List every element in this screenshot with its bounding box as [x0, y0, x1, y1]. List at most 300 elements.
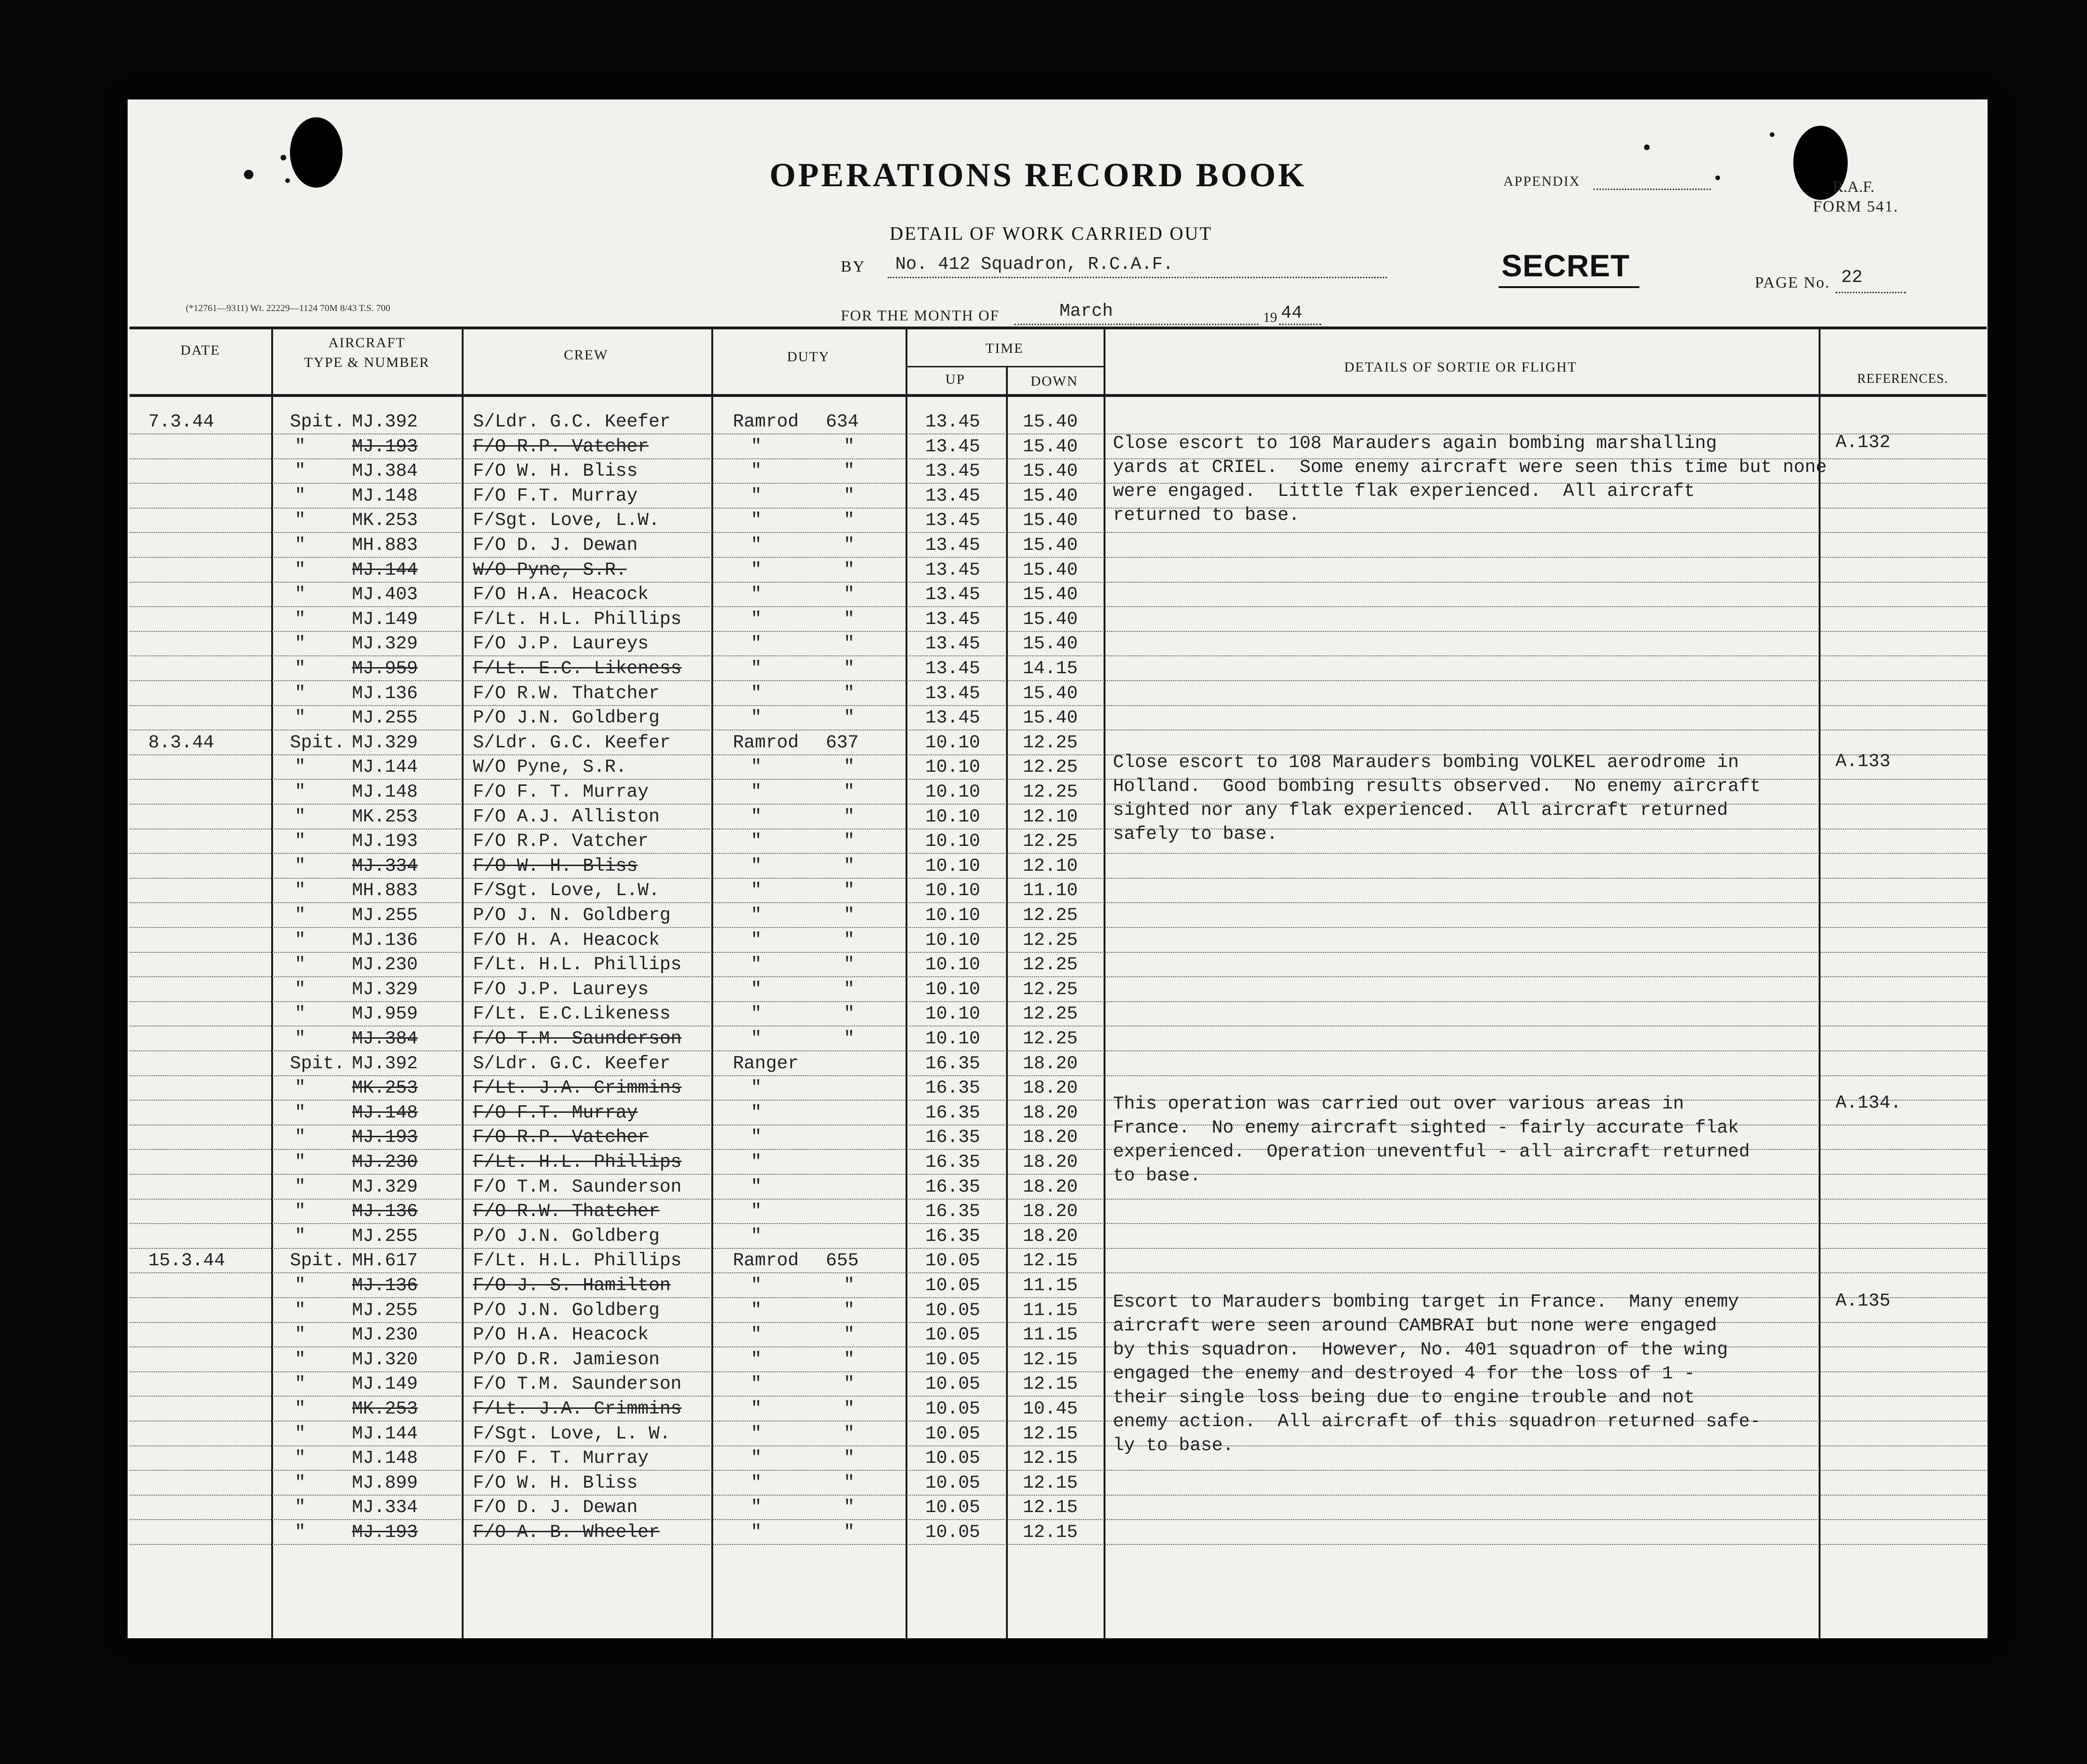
cell-time-down: 10.45 [1023, 1399, 1078, 1419]
cell-duty: " [751, 1324, 762, 1346]
cell-time-down: 15.40 [1023, 485, 1078, 506]
cell-time-down: 12.25 [1023, 929, 1078, 950]
cell-time-down: 12.25 [1023, 1028, 1078, 1049]
cell-date: 8.3.44 [148, 732, 214, 753]
speck [244, 170, 253, 179]
cell-aircraft-number: MJ.899 [352, 1472, 418, 1493]
cell-aircraft-type: " [295, 707, 306, 729]
cell-time-up: 13.45 [925, 535, 981, 555]
cell-aircraft-type: " [295, 929, 306, 950]
cell-aircraft-number: MJ.255 [352, 1225, 418, 1247]
cell-aircraft-type: " [295, 1399, 306, 1419]
reference-code: A.132 [1836, 432, 1891, 453]
cell-time-up: 16.35 [925, 1176, 981, 1197]
cell-time-up: 13.45 [925, 411, 981, 432]
cell-time-up: 10.10 [925, 831, 981, 852]
cell-time-up: 10.10 [925, 929, 981, 950]
header-aircraft: AIRCRAFT [328, 335, 406, 350]
speck [281, 155, 286, 160]
cell-time-up: 10.10 [925, 905, 981, 926]
cell-time-up: 10.05 [925, 1275, 981, 1296]
cell-time-up: 13.45 [925, 584, 981, 605]
cell-aircraft-number: MJ.230 [352, 1324, 418, 1346]
cell-time-down: 12.25 [1023, 954, 1078, 975]
header-references: REFERENCES. [1857, 372, 1948, 386]
cell-duty: " [751, 1127, 762, 1148]
header-crew: CREW [564, 347, 609, 363]
cell-aircraft-number: MJ.230 [352, 954, 418, 975]
cell-time-up: 10.05 [925, 1399, 981, 1419]
cell-time-down: 15.40 [1023, 707, 1078, 729]
record-sheet [128, 99, 1988, 1638]
speck [1644, 144, 1650, 150]
cell-time-down: 15.40 [1023, 683, 1078, 704]
cell-time-down: 15.40 [1023, 608, 1078, 630]
secret-underline [1499, 286, 1639, 288]
cell-time-down: 12.15 [1023, 1522, 1078, 1543]
header-time: TIME [985, 341, 1024, 356]
cell-duty-number: " [844, 806, 855, 827]
cell-duty: " [751, 1176, 762, 1197]
cell-duty-number: " [844, 1349, 855, 1370]
cell-crew: F/O F. T. Murray [473, 782, 649, 802]
cell-time-down: 18.20 [1023, 1127, 1078, 1148]
cell-duty: " [751, 1472, 762, 1493]
cell-duty: " [751, 831, 762, 852]
row-rule [129, 976, 1987, 977]
cell-duty: " [751, 757, 762, 778]
cell-aircraft-type: " [295, 757, 306, 778]
cell-duty-number: " [844, 1448, 855, 1469]
cell-aircraft-number: MJ.148 [352, 782, 418, 802]
cell-duty: " [751, 658, 762, 679]
header-date: DATE [180, 342, 221, 358]
cell-time-down: 18.20 [1023, 1053, 1078, 1074]
time-sub-rule [906, 366, 1104, 367]
cell-time-down: 11.10 [1023, 880, 1078, 901]
cell-crew: P/O H.A. Heacock [473, 1324, 649, 1346]
cell-duty-number: " [844, 757, 855, 778]
cell-duty-number: " [844, 485, 855, 506]
cell-aircraft-type: Spit. [290, 411, 345, 432]
cell-duty: " [751, 782, 762, 802]
cell-aircraft-type: Spit. [290, 1250, 345, 1271]
reference-code: A.135 [1836, 1291, 1891, 1311]
cell-aircraft-type: " [295, 831, 306, 852]
cell-time-up: 16.35 [925, 1201, 981, 1222]
row-rule [129, 952, 1987, 953]
cell-time-up: 10.10 [925, 855, 981, 876]
row-rule [129, 680, 1987, 681]
cell-time-up: 13.45 [925, 707, 981, 729]
cell-aircraft-type: " [295, 1497, 306, 1518]
cell-aircraft-number: MJ.193 [352, 1522, 418, 1543]
reference-code: A.133 [1836, 751, 1891, 772]
row-rule [129, 927, 1987, 928]
header-down: DOWN [1030, 373, 1078, 389]
page-number-line [1836, 292, 1906, 293]
cell-crew: F/Lt. J.A. Crimmins [473, 1399, 682, 1419]
cell-aircraft-number: MJ.136 [352, 1201, 418, 1222]
cell-aircraft-number: MK.253 [352, 806, 418, 827]
cell-aircraft-number: MK.253 [352, 1078, 418, 1099]
cell-duty-number: " [844, 880, 855, 901]
page-number-label: PAGE No. [1755, 274, 1830, 291]
cell-duty: Ranger [733, 1053, 799, 1074]
sortie-details: Escort to Marauders bombing target in France. Many enemy aircraft were seen around CAMBRAI but none were engaged by this squadron. However, No. 401 squadron of the wing engaged the enemy and destroyed 4 for the loss of 1 - their single loss being due to engine trouble and not enemy action. All aircraft of this squadron returned safe- ly to base. [1113, 1292, 1761, 1456]
cell-crew: F/O W. H. Bliss [473, 461, 638, 482]
cell-crew: F/O R.W. Thatcher [473, 683, 660, 704]
cell-time-up: 13.45 [925, 510, 981, 531]
cell-aircraft-number: MH.883 [352, 880, 418, 901]
cell-crew: F/O T.M. Saunderson [473, 1028, 682, 1049]
cell-crew: F/O A.J. Alliston [473, 806, 660, 827]
cell-aircraft-number: MJ.392 [352, 411, 418, 432]
cell-crew: F/O F.T. Murray [473, 485, 638, 506]
year-prefix: 19 [1263, 310, 1277, 325]
cell-duty: " [751, 979, 762, 1000]
squadron-name: No. 412 Squadron, R.C.A.F. [895, 254, 1173, 274]
cell-duty: " [751, 929, 762, 950]
cell-duty-number: " [844, 584, 855, 605]
row-rule [129, 655, 1987, 656]
cell-duty-number: " [844, 1275, 855, 1296]
col-line-2 [462, 327, 464, 1638]
secret-stamp: SECRET [1501, 248, 1630, 283]
cell-aircraft-number: MJ.959 [352, 658, 418, 679]
cell-duty: " [751, 1522, 762, 1543]
cell-duty-number: 634 [826, 411, 859, 432]
cell-date: 15.3.44 [148, 1250, 225, 1271]
cell-aircraft-number: MJ.144 [352, 757, 418, 778]
cell-time-down: 15.40 [1023, 510, 1078, 531]
cell-aircraft-number: MJ.193 [352, 831, 418, 852]
row-rule [129, 878, 1987, 879]
cell-aircraft-type: " [295, 1176, 306, 1197]
row-rule [129, 853, 1987, 854]
cell-time-down: 11.15 [1023, 1275, 1078, 1296]
cell-duty: " [751, 1004, 762, 1025]
cell-aircraft-type: Spit. [290, 1053, 345, 1074]
squadron-line [888, 277, 1387, 278]
cell-aircraft-type: " [295, 782, 306, 802]
form-line-2: FORM 541. [1813, 198, 1899, 215]
cell-crew: F/Lt. H.L. Phillips [473, 1152, 682, 1172]
cell-aircraft-type: " [295, 658, 306, 679]
cell-crew: F/Lt. E.C.Likeness [473, 1004, 671, 1025]
cell-duty-number: " [844, 905, 855, 926]
cell-duty: " [751, 880, 762, 901]
cell-time-down: 15.40 [1023, 633, 1078, 654]
row-rule [129, 1544, 1987, 1545]
cell-crew: F/O R.W. Thatcher [473, 1201, 660, 1222]
cell-aircraft-type: " [295, 1201, 306, 1222]
cell-aircraft-type: " [295, 1004, 306, 1025]
row-rule [129, 532, 1987, 533]
cell-time-up: 10.05 [925, 1349, 981, 1370]
cell-time-up: 10.05 [925, 1497, 981, 1518]
cell-crew: F/Sgt. Love, L.W. [473, 510, 660, 531]
cell-crew: F/Lt. H.L. Phillips [473, 608, 682, 630]
cell-time-down: 18.20 [1023, 1102, 1078, 1123]
row-rule [129, 582, 1987, 583]
row-rule [129, 1272, 1987, 1273]
cell-crew: F/O F.T. Murray [473, 1102, 638, 1123]
cell-time-down: 15.40 [1023, 461, 1078, 482]
row-rule [129, 606, 1987, 607]
cell-time-down: 12.15 [1023, 1374, 1078, 1395]
cell-crew: F/O J.P. Laureys [473, 979, 649, 1000]
cell-time-up: 10.05 [925, 1522, 981, 1543]
cell-aircraft-number: MJ.193 [352, 436, 418, 457]
cell-time-up: 16.35 [925, 1102, 981, 1123]
cell-aircraft-number: MJ.144 [352, 559, 418, 580]
cell-duty: " [751, 905, 762, 926]
cell-aircraft-type: " [295, 1275, 306, 1296]
cell-time-down: 15.40 [1023, 584, 1078, 605]
cell-time-down: 12.15 [1023, 1349, 1078, 1370]
cell-duty: Ramrod [733, 1250, 799, 1271]
cell-duty: " [751, 806, 762, 827]
cell-time-down: 18.20 [1023, 1152, 1078, 1172]
cell-time-down: 12.25 [1023, 905, 1078, 926]
cell-time-up: 10.05 [925, 1250, 981, 1271]
cell-duty: " [751, 1374, 762, 1395]
cell-aircraft-number: MJ.329 [352, 633, 418, 654]
cell-duty: " [751, 559, 762, 580]
cell-aircraft-type: " [295, 880, 306, 901]
cell-duty: " [751, 1201, 762, 1222]
row-rule [129, 1248, 1987, 1249]
cell-time-down: 12.25 [1023, 782, 1078, 802]
cell-aircraft-type: " [295, 436, 306, 457]
cell-duty: " [751, 1349, 762, 1370]
month-label: FOR THE MONTH OF [841, 307, 1000, 324]
cell-duty: " [751, 1152, 762, 1172]
cell-aircraft-number: MJ.193 [352, 1127, 418, 1148]
cell-crew: P/O D.R. Jamieson [473, 1349, 660, 1370]
cell-time-down: 18.20 [1023, 1176, 1078, 1197]
cell-duty-number: " [844, 1522, 855, 1543]
cell-duty-number: " [844, 1324, 855, 1346]
page-number: 22 [1841, 267, 1863, 288]
cell-aircraft-type: " [295, 1152, 306, 1172]
cell-aircraft-number: MJ.334 [352, 855, 418, 876]
cell-crew: F/O F. T. Murray [473, 1448, 649, 1469]
cell-time-up: 10.10 [925, 880, 981, 901]
cell-aircraft-type: " [295, 1423, 306, 1444]
cell-aircraft-type: " [295, 1078, 306, 1099]
cell-duty: " [751, 510, 762, 531]
row-rule [129, 557, 1987, 558]
cell-aircraft-number: MJ.136 [352, 683, 418, 704]
cell-time-down: 12.25 [1023, 732, 1078, 753]
cell-time-up: 16.35 [925, 1152, 981, 1172]
cell-crew: P/O J.N. Goldberg [473, 1225, 660, 1247]
cell-duty: Ramrod [733, 732, 799, 753]
cell-aircraft-type: " [295, 633, 306, 654]
cell-duty-number: " [844, 1374, 855, 1395]
cell-aircraft-type: " [295, 954, 306, 975]
cell-duty-number: " [844, 559, 855, 580]
cell-time-down: 12.15 [1023, 1497, 1078, 1518]
cell-crew: F/O H. A. Heacock [473, 929, 660, 950]
cell-crew: F/O R.P. Vatcher [473, 1127, 649, 1148]
cell-aircraft-number: MJ.392 [352, 1053, 418, 1074]
cell-duty-number: " [844, 510, 855, 531]
cell-aircraft-type: " [295, 535, 306, 555]
cell-time-down: 12.10 [1023, 806, 1078, 827]
cell-time-up: 10.10 [925, 1028, 981, 1049]
cell-duty-number: " [844, 831, 855, 852]
cell-duty-number: " [844, 535, 855, 555]
cell-crew: F/O D. J. Dewan [473, 535, 638, 555]
cell-duty-number: " [844, 954, 855, 975]
cell-aircraft-type: " [295, 1300, 306, 1321]
month-value: March [1059, 301, 1113, 321]
cell-time-up: 10.10 [925, 732, 981, 753]
cell-crew: F/O J.P. Laureys [473, 633, 649, 654]
cell-aircraft-number: MJ.149 [352, 1374, 418, 1395]
row-rule [129, 1223, 1987, 1224]
col-line-6 [1104, 327, 1105, 1638]
cell-time-down: 18.20 [1023, 1225, 1078, 1247]
cell-duty-number: " [844, 1497, 855, 1518]
cell-aircraft-number: MJ.136 [352, 1275, 418, 1296]
header-aircraft-type: TYPE & NUMBER [304, 355, 430, 370]
speck [285, 178, 290, 183]
cell-crew: S/Ldr. G.C. Keefer [473, 411, 671, 432]
cell-aircraft-number: MJ.384 [352, 461, 418, 482]
cell-crew: F/Lt. E.C. Likeness [473, 658, 682, 679]
sortie-details: Close escort to 108 Marauders again bombing marshalling yards at CRIEL. Some enemy aircraft were seen this time but none were engaged. Little flak experienced. All aircraft returned to base. [1113, 433, 1827, 525]
cell-duty: " [751, 1102, 762, 1123]
cell-duty-number: " [844, 782, 855, 802]
cell-duty-number: " [844, 979, 855, 1000]
cell-crew: S/Ldr. G.C. Keefer [473, 732, 671, 753]
cell-time-up: 10.05 [925, 1472, 981, 1493]
sortie-details: Close escort to 108 Marauders bombing VOLKEL aerodrome in Holland. Good bombing results observed. No enemy aircraft sighted nor any flak experienced. All aircraft returned safely to base. [1113, 752, 1761, 844]
cell-duty-number: " [844, 1423, 855, 1444]
cell-crew: F/O W. H. Bliss [473, 855, 638, 876]
cell-duty: " [751, 1300, 762, 1321]
cell-aircraft-number: MJ.255 [352, 905, 418, 926]
cell-aircraft-type: " [295, 1225, 306, 1247]
appendix-label: APPENDIX [1503, 174, 1581, 189]
page-subtitle: DETAIL OF WORK CARRIED OUT [890, 223, 1213, 244]
cell-time-up: 10.05 [925, 1300, 981, 1321]
cell-aircraft-type: " [295, 1472, 306, 1493]
cell-time-up: 10.10 [925, 979, 981, 1000]
cell-aircraft-type: " [295, 485, 306, 506]
header-details: DETAILS OF SORTIE OR FLIGHT [1344, 359, 1577, 375]
cell-aircraft-type: " [295, 905, 306, 926]
cell-time-up: 13.45 [925, 485, 981, 506]
cell-time-up: 10.05 [925, 1448, 981, 1469]
cell-aircraft-number: MJ.148 [352, 485, 418, 506]
cell-time-up: 10.10 [925, 1004, 981, 1025]
cell-aircraft-number: MJ.329 [352, 1176, 418, 1197]
cell-crew: P/O J.N. Goldberg [473, 707, 660, 729]
cell-duty: " [751, 608, 762, 630]
cell-time-down: 12.25 [1023, 1004, 1078, 1025]
cell-duty: " [751, 1028, 762, 1049]
cell-crew: S/Ldr. G.C. Keefer [473, 1053, 671, 1074]
cell-time-up: 10.05 [925, 1423, 981, 1444]
cell-duty-number: 655 [826, 1250, 859, 1271]
cell-crew: P/O J. N. Goldberg [473, 905, 671, 926]
cell-time-down: 11.15 [1023, 1300, 1078, 1321]
row-rule [129, 705, 1987, 706]
table-top-rule [129, 327, 1987, 329]
cell-duty: " [751, 436, 762, 457]
cell-aircraft-type: " [295, 1127, 306, 1148]
col-line-1 [271, 327, 273, 1638]
cell-aircraft-type: " [295, 608, 306, 630]
cell-crew: F/O J. S. Hamilton [473, 1275, 671, 1296]
header-duty: DUTY [787, 349, 830, 365]
cell-aircraft-type: " [295, 1102, 306, 1123]
cell-time-down: 12.15 [1023, 1423, 1078, 1444]
cell-aircraft-type: " [295, 855, 306, 876]
table-header-rule [129, 394, 1987, 397]
cell-aircraft-type: " [295, 559, 306, 580]
cell-time-up: 10.05 [925, 1324, 981, 1346]
cell-crew: F/O W. H. Bliss [473, 1472, 638, 1493]
cell-aircraft-number: MJ.255 [352, 707, 418, 729]
cell-duty-number: " [844, 1004, 855, 1025]
row-rule [129, 902, 1987, 903]
cell-time-up: 10.05 [925, 1374, 981, 1395]
cell-time-up: 13.45 [925, 608, 981, 630]
cell-time-up: 13.45 [925, 461, 981, 482]
cell-aircraft-number: MJ.329 [352, 732, 418, 753]
cell-duty-number: " [844, 633, 855, 654]
cell-aircraft-number: MJ.148 [352, 1102, 418, 1123]
appendix-line [1593, 189, 1711, 190]
cell-aircraft-number: MJ.384 [352, 1028, 418, 1049]
cell-aircraft-number: MJ.136 [352, 929, 418, 950]
cell-duty: " [751, 954, 762, 975]
cell-duty: " [751, 1078, 762, 1099]
cell-duty-number: " [844, 608, 855, 630]
cell-time-down: 12.15 [1023, 1448, 1078, 1469]
row-rule [129, 1050, 1987, 1051]
cell-aircraft-type: Spit. [290, 732, 345, 753]
cell-duty: " [751, 1275, 762, 1296]
cell-aircraft-type: " [295, 1374, 306, 1395]
cell-crew: F/Lt. H.L. Phillips [473, 1250, 682, 1271]
cell-time-down: 18.20 [1023, 1201, 1078, 1222]
row-rule [129, 1470, 1987, 1471]
cell-time-down: 12.25 [1023, 979, 1078, 1000]
cell-time-down: 12.25 [1023, 757, 1078, 778]
cell-crew: F/O D. J. Dewan [473, 1497, 638, 1518]
cell-crew: F/O H.A. Heacock [473, 584, 649, 605]
cell-duty: " [751, 584, 762, 605]
cell-crew: F/O T.M. Saunderson [473, 1374, 682, 1395]
cell-aircraft-type: " [295, 806, 306, 827]
cell-aircraft-type: " [295, 683, 306, 704]
cell-time-up: 16.35 [925, 1078, 981, 1099]
cell-crew: F/O R.P. Vatcher [473, 436, 649, 457]
cell-aircraft-number: MJ.148 [352, 1448, 418, 1469]
cell-time-up: 13.45 [925, 633, 981, 654]
row-rule [129, 1199, 1987, 1200]
cell-duty: " [751, 1423, 762, 1444]
cell-duty: " [751, 1399, 762, 1419]
year-line [1279, 324, 1321, 325]
